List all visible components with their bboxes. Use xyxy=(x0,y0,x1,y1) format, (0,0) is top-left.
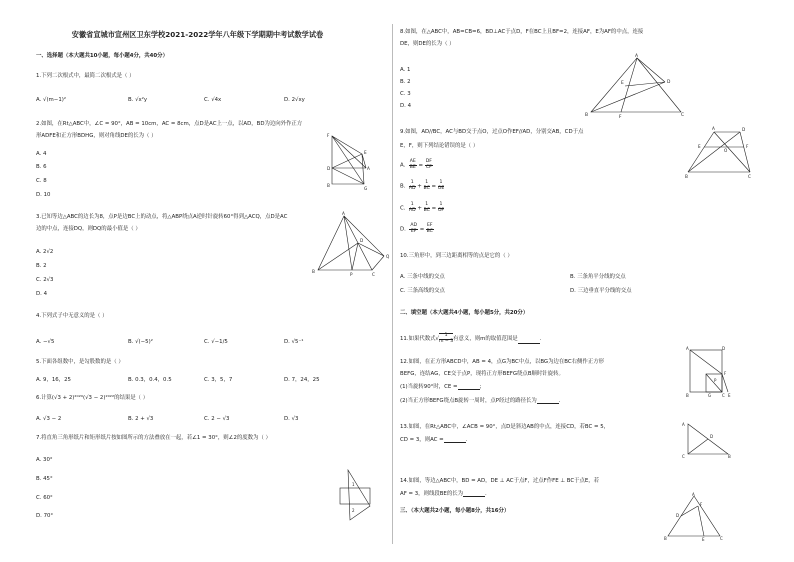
svg-text:C: C xyxy=(681,113,685,118)
q4-option-d: D. √5⁻¹ xyxy=(284,339,304,345)
q5-option-b: B. 0.3，0.4，0.5 xyxy=(128,377,172,383)
svg-text:E: E xyxy=(621,81,624,86)
q9-option-a: A. $\frac{AE}{BE}$ = $\frac{DF}{CF}$ xyxy=(400,159,432,170)
q1-option-b: B. √x²y xyxy=(128,97,148,103)
q2-option-d: D. 10 xyxy=(36,192,51,198)
q5-stem: 5.下面各组数中，是勾股数的是（ ） xyxy=(36,359,124,365)
q2-option-b: B. 6 xyxy=(36,164,47,170)
svg-text:C: C xyxy=(372,272,375,277)
q6-option-c: C. 2 − √3 xyxy=(204,416,230,422)
q8-figure xyxy=(585,52,690,118)
svg-text:E: E xyxy=(728,393,731,398)
svg-text:P: P xyxy=(350,272,353,277)
svg-text:A: A xyxy=(635,54,639,59)
svg-text:A: A xyxy=(342,211,345,216)
q3-stem-line2: 边的中点，连接DQ，则DQ的最小值是（ ） xyxy=(36,226,141,232)
q7-option-d: D. 70° xyxy=(36,513,54,519)
q1-stem: 1.下列二次根式中，最简二次根式是（ ） xyxy=(36,73,135,79)
svg-text:O: O xyxy=(724,148,728,153)
q12-figure xyxy=(686,346,732,398)
q10-option-c: C. 三条高线的交点 xyxy=(400,288,445,294)
q10-option-d: D. 三边垂直平分线的交点 xyxy=(570,288,632,294)
q13-stem-line2: CD = 3，则AC = . xyxy=(400,437,468,443)
q11-stem: 11.如果代数式√ $\frac{1}{m - 3}$ 有意义，则m的取值范围是 . xyxy=(400,333,542,344)
q13-figure xyxy=(680,420,736,460)
svg-text:P: P xyxy=(714,378,717,383)
column-divider xyxy=(392,24,393,544)
svg-text:E: E xyxy=(702,537,705,542)
svg-text:F: F xyxy=(619,115,622,118)
q14-stem-line2: AF = 3，则线段BE的长为 . xyxy=(400,491,487,497)
q12-stem-line3: (1)当旋转90°时，CE = ; xyxy=(400,384,482,390)
q8-stem-line1: 8.如图，在△ABC中，AB=CB=6，BD⊥AC于点D，F在BC上且BF=2，连接AF，E为AF的中点，连接 xyxy=(400,29,644,35)
q12-stem-line2: BEFG，连结AG，CE交于点P，现将正方形BEFG绕点B顺时针旋转。 xyxy=(400,371,564,377)
svg-text:A: A xyxy=(692,492,695,497)
q5-option-d: D. 7，24，25 xyxy=(284,377,320,383)
q14-figure xyxy=(664,492,728,542)
q10-option-a: A. 三条中线的交点 xyxy=(400,274,445,280)
q11-answer-blank[interactable] xyxy=(518,339,540,344)
svg-text:D: D xyxy=(327,166,331,171)
q2-option-a: A. 4 xyxy=(36,151,47,157)
svg-text:F: F xyxy=(700,502,703,507)
q8-stem-line2: DE，则DE的长为（ ） xyxy=(400,41,455,47)
svg-text:G: G xyxy=(364,186,368,191)
q5-option-c: C. 3，5，7 xyxy=(204,377,233,383)
q9-option-b: B. $\frac{1}{AD}$ + $\frac{1}{BC}$ = $\frac{1}{OE}$ xyxy=(400,180,445,191)
svg-text:C: C xyxy=(720,536,723,541)
svg-text:D: D xyxy=(722,346,726,351)
q2-option-c: C. 8 xyxy=(36,178,47,184)
q3-option-d: D. 4 xyxy=(36,291,48,297)
q3-option-c: C. 2√3 xyxy=(36,277,54,283)
q1-option-c: C. √4x xyxy=(204,97,222,103)
q12-answer-blank-2[interactable] xyxy=(537,399,559,404)
q2-stem-line1: 2.如图，在Rt△ABC中，∠C = 90°，AB = 10cm，AC = 8cm，点D是AC上一点，以AD，BD为边向外作正方 xyxy=(36,121,303,127)
section-2-heading: 二、填空题（本大题共4小题，每小题5分，共20分） xyxy=(400,310,529,316)
section-1-heading: 一、选择题（本大题共10小题，每小题4分，共40分） xyxy=(36,53,168,59)
q14-answer-blank[interactable] xyxy=(463,492,485,497)
q13-answer-blank[interactable] xyxy=(444,438,466,443)
svg-text:G: G xyxy=(708,393,712,398)
svg-text:F: F xyxy=(746,144,749,149)
q2-stem-line2: 形ADFE和正方形BDHG，则对角线DE的长为（ ） xyxy=(36,133,157,139)
q10-option-b: B. 三条角平分线的交点 xyxy=(570,274,626,280)
q3-figure xyxy=(308,210,394,278)
q9-option-c: C. $\frac{1}{AD}$ + $\frac{1}{BC}$ = $\frac{1}{OF}$ xyxy=(400,202,445,213)
q14-stem-line1: 14.如图，等边△ABC中，BD = AD，DE ⊥ AC于点F，过点F作FE ⊥ BC于点E，若 xyxy=(400,478,600,484)
q3-option-b: B. 2 xyxy=(36,263,47,269)
q8-option-a: A. 1 xyxy=(400,67,411,73)
svg-text:E: E xyxy=(364,150,367,155)
svg-text:A: A xyxy=(367,166,370,171)
svg-text:B: B xyxy=(728,454,731,459)
svg-text:A: A xyxy=(712,126,715,131)
svg-text:B: B xyxy=(685,174,688,179)
q9a-lhs: $\frac{AE}{BE}$ xyxy=(409,159,416,170)
q4-option-b: B. √(−5)² xyxy=(128,339,153,345)
q13-stem-line1: 13.如图，在Rt△ABC中，∠ACB = 90°，点D是斜边AB的中点，连接CD，若BC = 5， xyxy=(400,424,610,430)
q4-option-c: C. √−1/5 xyxy=(204,339,228,345)
q12-stem-line4: (2)当正方形BEFG绕点B旋转一周时，点P经过的路径长为 . xyxy=(400,398,561,404)
svg-text:A: A xyxy=(682,422,685,427)
svg-text:1: 1 xyxy=(352,482,355,487)
q7-figure xyxy=(334,466,378,524)
q7-option-b: B. 45° xyxy=(36,476,53,482)
q8-option-d: D. 4 xyxy=(400,103,412,109)
q9-stem-line2: E，F，则下列结论错误的是（ ） xyxy=(400,143,479,149)
svg-text:2: 2 xyxy=(352,508,355,513)
q6-option-a: A. √3 − 2 xyxy=(36,416,62,422)
q12-stem-line1: 12.如图，在正方形ABCD中，AB = 4，点G为BC中点，以BG为边在BC右侧作正方形 xyxy=(400,359,604,365)
svg-text:D: D xyxy=(710,434,714,439)
q6-option-d: D. √3 xyxy=(284,416,299,422)
q8-option-b: B. 2 xyxy=(400,79,411,85)
svg-text:D: D xyxy=(667,80,671,85)
svg-text:F: F xyxy=(724,371,727,376)
q5-option-a: A. 9，16，25 xyxy=(36,377,71,383)
svg-text:B: B xyxy=(585,113,589,118)
svg-text:D: D xyxy=(360,238,364,243)
svg-text:C: C xyxy=(722,393,725,398)
q12-answer-blank-1[interactable] xyxy=(458,385,480,390)
svg-text:A: A xyxy=(686,346,689,351)
q8-option-c: C. 3 xyxy=(400,91,411,97)
svg-text:B: B xyxy=(686,393,689,398)
svg-text:D: D xyxy=(676,513,680,518)
section-3-heading: 三、（本大题共2小题，每小题8分，共16分） xyxy=(400,508,510,514)
q9a-rhs: $\frac{DF}{CF}$ xyxy=(425,159,432,170)
svg-text:F: F xyxy=(327,133,330,138)
q7-stem: 7.将直角三角形纸片和矩形纸片按如图所示的方法叠放在一起，若∠1 = 30°，则∠2的度数为（ ） xyxy=(36,435,271,441)
q6-stem: 6.计算(√3 + 2)²⁰²⁰(√3 − 2)²⁰²²的结果是（ ） xyxy=(36,395,149,401)
q2-figure xyxy=(318,128,378,194)
exam-title: 安徽省宣城市宣州区卫东学校2021-2022学年八年级下学期期中考试数学试卷 xyxy=(71,30,324,39)
q9-option-d: D. $\frac{AD}{EF}$ = $\frac{EF}{BC}$ xyxy=(400,223,433,234)
q4-option-a: A. −√5 xyxy=(36,339,55,345)
q1-option-a: A. √(m−1)² xyxy=(36,97,67,103)
q10-stem: 10.三角形中，到三边距离相等的点是它的（ ） xyxy=(400,253,513,259)
q6-option-b: B. 2 + √3 xyxy=(128,416,154,422)
q7-option-a: A. 30° xyxy=(36,457,53,463)
svg-text:C: C xyxy=(748,174,751,179)
svg-text:B: B xyxy=(312,269,315,274)
q7-option-c: C. 60° xyxy=(36,495,53,501)
svg-text:C: C xyxy=(682,454,685,459)
svg-text:B: B xyxy=(327,183,330,188)
q3-stem-line1: 3.已知等边△ABC的边长为8，点P是边BC上的动点，将△ABP绕点A逆时针旋转60°得到△ACQ，点D是AC xyxy=(36,214,288,220)
svg-text:Q: Q xyxy=(386,254,390,259)
q9-figure xyxy=(684,126,756,180)
svg-text:E: E xyxy=(698,144,701,149)
q1-option-d: D. 2√xy xyxy=(284,97,305,103)
q4-stem: 4.下列式子中无意义的是（ ） xyxy=(36,313,108,319)
svg-text:B: B xyxy=(664,536,667,541)
svg-text:D: D xyxy=(742,127,746,132)
q3-option-a: A. 2√2 xyxy=(36,249,54,255)
q9-stem-line1: 9.如图，AD//BC，AC与BD交于点O，过点O作EF//AD，分别交AB，CD于点 xyxy=(400,129,584,135)
